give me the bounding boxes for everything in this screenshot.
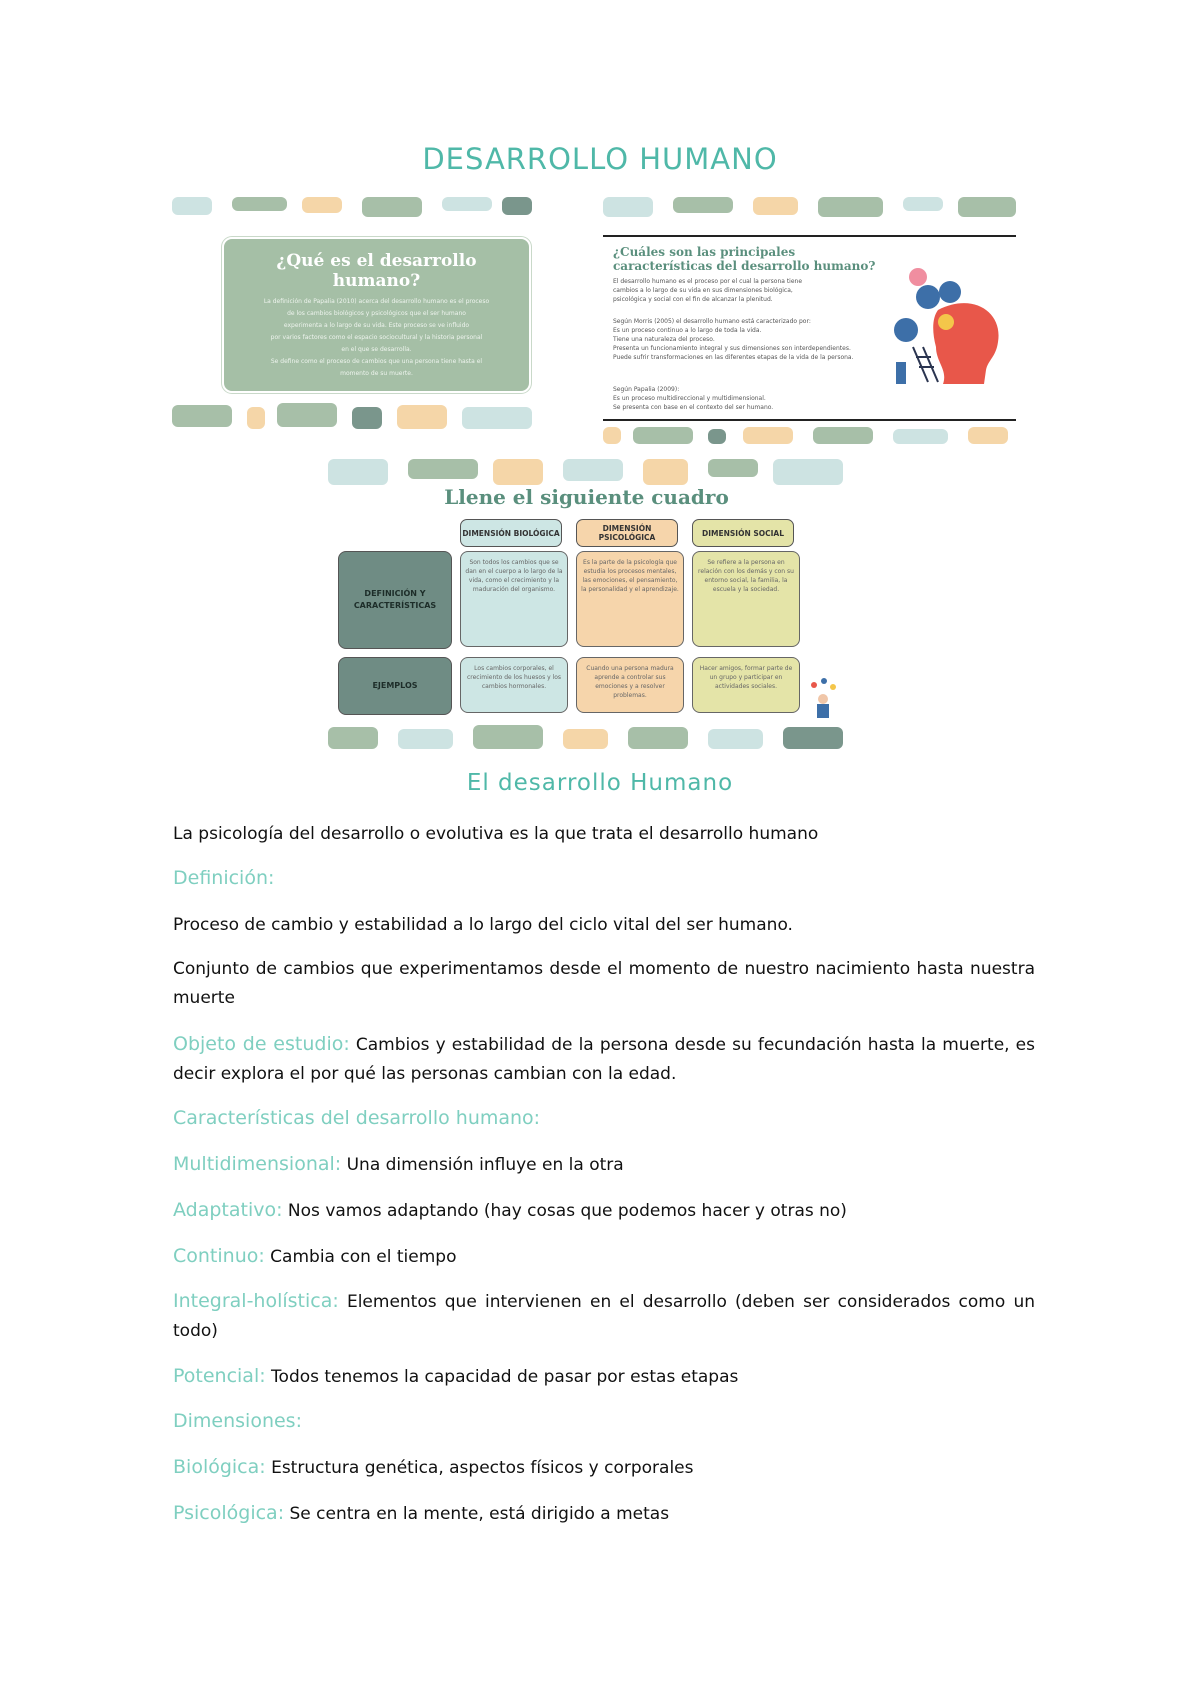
slide-fill-table <box>328 459 845 749</box>
multi-text: Una dimensión influye en la otra <box>341 1155 624 1175</box>
slide2-list2-title: Según Papalia (2009): <box>613 386 680 393</box>
cell-bio-ej: Los cambios corporales, el crecimiento de los huesos y los cambios hormonales. <box>460 657 568 713</box>
slide-characteristics <box>603 197 1016 444</box>
objeto-label: Objeto de estudio: <box>173 1033 350 1055</box>
cell-psi-def: Es la parte de la psicología que estudia los procesos mentales, las emociones, el pensamiento, la personalidad y el aprendizaje. <box>576 551 684 647</box>
section-title: El desarrollo Humano <box>466 770 734 796</box>
psicologica-item <box>173 1499 1035 1529</box>
juggler-illustration <box>806 677 840 723</box>
decor-blob <box>968 427 1008 444</box>
decor-blob <box>493 459 543 485</box>
decor-blob <box>473 725 543 749</box>
slide2-heading: ¿Cuáles son las principales características del desarrollo humano? <box>613 245 876 273</box>
adapt-text: Nos vamos adaptando (hay cosas que podemos hacer y otras no) <box>282 1201 847 1221</box>
decor-blob <box>708 429 726 444</box>
slide2-list2 <box>613 385 883 412</box>
definition-card <box>222 237 531 393</box>
slide2-intro-line: El desarrollo humano es el proceso por el cual la persona tiene <box>613 278 803 285</box>
decor-blob <box>172 197 212 215</box>
slide1-line: en el que se desarrolla. <box>341 346 412 353</box>
gear-icon <box>909 268 927 286</box>
definicion-heading: Definición: <box>173 867 275 889</box>
pot-text: Todos tenemos la capacidad de pasar por estas etapas <box>265 1367 739 1387</box>
gear-icon <box>939 281 961 303</box>
decor-blob <box>408 459 478 479</box>
person-head <box>818 694 828 704</box>
slide2-list-item: Tiene una naturaleza del proceso. <box>613 336 715 343</box>
integral-item <box>173 1287 1035 1346</box>
slide1-line: experimenta a lo largo de su vida. Este proceso se ve influido <box>283 322 470 329</box>
adaptativo-item <box>173 1196 1035 1226</box>
row-header-definicion: DEFINICIÓN Y CARACTERÍSTICAS <box>338 551 452 649</box>
intro-paragraph: La psicología del desarrollo o evolutiva es la que trata el desarrollo humano <box>173 824 819 844</box>
decor-blob <box>958 197 1016 217</box>
col-header-biologica: DIMENSIÓN BIOLÓGICA <box>460 519 562 547</box>
slide2-list2-item: Se presenta con base en el contexto del ser humano. <box>613 404 774 411</box>
pot-label: Potencial: <box>173 1365 266 1387</box>
decor-blob <box>813 427 873 444</box>
definition-1: Proceso de cambio y estabilidad a lo largo del ciclo vital del ser humano. <box>173 915 793 935</box>
decor-blob <box>442 197 492 211</box>
bio-text: Estructura genética, aspectos físicos y corporales <box>265 1458 694 1478</box>
gear-icon <box>916 285 940 309</box>
decor-blob <box>232 197 287 211</box>
decor-blob <box>352 407 382 429</box>
gear-icon <box>894 318 918 342</box>
decor-blob <box>328 727 378 749</box>
slide1-line: La definición de Papalia (2010) acerca del desarrollo humano es el proceso <box>263 298 490 305</box>
decor-blob <box>633 427 693 444</box>
decor-blob <box>603 427 621 444</box>
decor-blob <box>603 197 653 217</box>
psi-text: Se centra en la mente, está dirigido a metas <box>284 1504 670 1524</box>
slide2-list <box>613 317 883 362</box>
psi-label: Psicológica: <box>173 1502 285 1524</box>
col-header-social: DIMENSIÓN SOCIAL <box>692 519 794 547</box>
decor-blob <box>462 407 532 429</box>
decor-blob <box>362 197 422 217</box>
integral-text: Elementos que intervienen en el desarrollo (deben ser considerados como un todo) <box>173 1292 1035 1341</box>
ladder-icon <box>913 347 938 382</box>
person-body <box>817 704 829 718</box>
multi-label: Multidimensional: <box>173 1153 342 1175</box>
lightbulb-icon <box>938 314 954 330</box>
slide2-list-title: Según Morris (2005) el desarrollo humano está caracterizado por: <box>613 318 811 325</box>
decor-blob <box>247 407 265 429</box>
slide2-intro <box>613 277 883 304</box>
decor-blob <box>277 403 337 427</box>
biologica-item <box>173 1453 1035 1483</box>
decor-blob <box>328 459 388 485</box>
multidimensional-item <box>173 1150 1035 1180</box>
decor-blob <box>643 459 688 485</box>
definition-2: Conjunto de cambios que experimentamos desde el momento de nuestro nacimiento hasta nuestra muerte <box>173 959 1035 1008</box>
slide1-line: de los cambios biológicos y psicológicos que el ser humano <box>287 310 466 317</box>
slide1-line: momento de su muerte. <box>340 370 413 377</box>
dimensiones-heading: Dimensiones: <box>173 1410 302 1432</box>
caracteristicas-heading: Características del desarrollo humano: <box>173 1107 541 1129</box>
bottom-rule <box>603 419 1016 421</box>
ball-icon <box>811 682 817 688</box>
row-header-ejemplos: EJEMPLOS <box>338 657 452 715</box>
slide2-list-item: Es un proceso continuo a lo largo de toda la vida. <box>613 327 762 334</box>
table-title: Llene el siguiente cuadro <box>444 485 729 509</box>
head-gears-illustration <box>888 252 1013 392</box>
cell-psi-ej: Cuando una persona madura aprende a controlar sus emociones y a resolver problemas. <box>576 657 684 713</box>
cont-text: Cambia con el tiempo <box>264 1247 457 1267</box>
person-figure <box>896 362 906 384</box>
decor-blob <box>502 197 532 215</box>
decor-blob <box>398 729 453 749</box>
decor-blob <box>563 729 608 749</box>
slide2-list-item: Presenta un funcionamiento integral y sus dimensiones son interdependientes. <box>613 345 851 352</box>
slide-what-is-human-development <box>172 197 541 429</box>
slide2-intro-line: psicológica y social con el fin de alcanzar la plenitud. <box>613 296 773 303</box>
decor-blob <box>773 459 843 485</box>
decor-blob <box>818 197 883 217</box>
page-title: DESARROLLO HUMANO <box>422 142 778 176</box>
decor-blob <box>563 459 623 481</box>
decor-blob <box>753 197 798 215</box>
adapt-label: Adaptativo: <box>173 1199 283 1221</box>
decor-blob <box>893 429 948 444</box>
top-rule <box>603 235 1016 237</box>
slide2-intro-line: cambios a lo largo de su vida en sus dimensiones biológica, <box>613 287 793 294</box>
decor-blob <box>708 459 758 477</box>
cont-label: Continuo: <box>173 1245 265 1267</box>
slide1-line: por varios factores como el espacio sociocultural y la historia personal <box>270 334 483 341</box>
cell-soc-ej: Hacer amigos, formar parte de un grupo y participar en actividades sociales. <box>692 657 800 713</box>
objeto-text: Cambios y estabilidad de la persona desde su fecundación hasta la muerte, es decir explora el por qué las personas cambian con la edad. <box>173 1035 1035 1084</box>
slide1-line: Se define como el proceso de cambios que una persona tiene hasta el <box>270 358 483 365</box>
continuo-item <box>173 1242 1035 1272</box>
col-header-psicologica: DIMENSIÓN PSICOLÓGICA <box>576 519 678 547</box>
bio-label: Biológica: <box>173 1456 266 1478</box>
cell-bio-def: Son todos los cambios que se dan en el cuerpo a lo largo de la vida, como el crecimiento y la maduración del organismo. <box>460 551 568 647</box>
decor-blob <box>172 405 232 427</box>
decor-blob <box>743 427 793 444</box>
cell-soc-def: Se refiere a la persona en relación con los demás y con su entorno social, la familia, la escuela y la sociedad. <box>692 551 800 647</box>
slide1-heading: ¿Qué es el desarrollo humano? <box>276 251 477 291</box>
potencial-item <box>173 1362 1035 1392</box>
slide2-list-item: Puede sufrir transformaciones en las diferentes etapas de la vida de la persona. <box>613 354 854 361</box>
decor-blob <box>302 197 342 213</box>
integral-label: Integral-holística: <box>173 1290 339 1312</box>
decor-blob <box>708 729 763 749</box>
decor-blob <box>903 197 943 211</box>
ball-icon <box>830 684 836 690</box>
decor-blob <box>783 727 843 749</box>
slide2-list2-item: Es un proceso multidireccional y multidimensional. <box>613 395 766 402</box>
decor-blob <box>628 727 688 749</box>
decor-blob <box>673 197 733 213</box>
ball-icon <box>821 678 827 684</box>
objeto-paragraph <box>173 1030 1035 1089</box>
decor-blob <box>397 405 447 429</box>
